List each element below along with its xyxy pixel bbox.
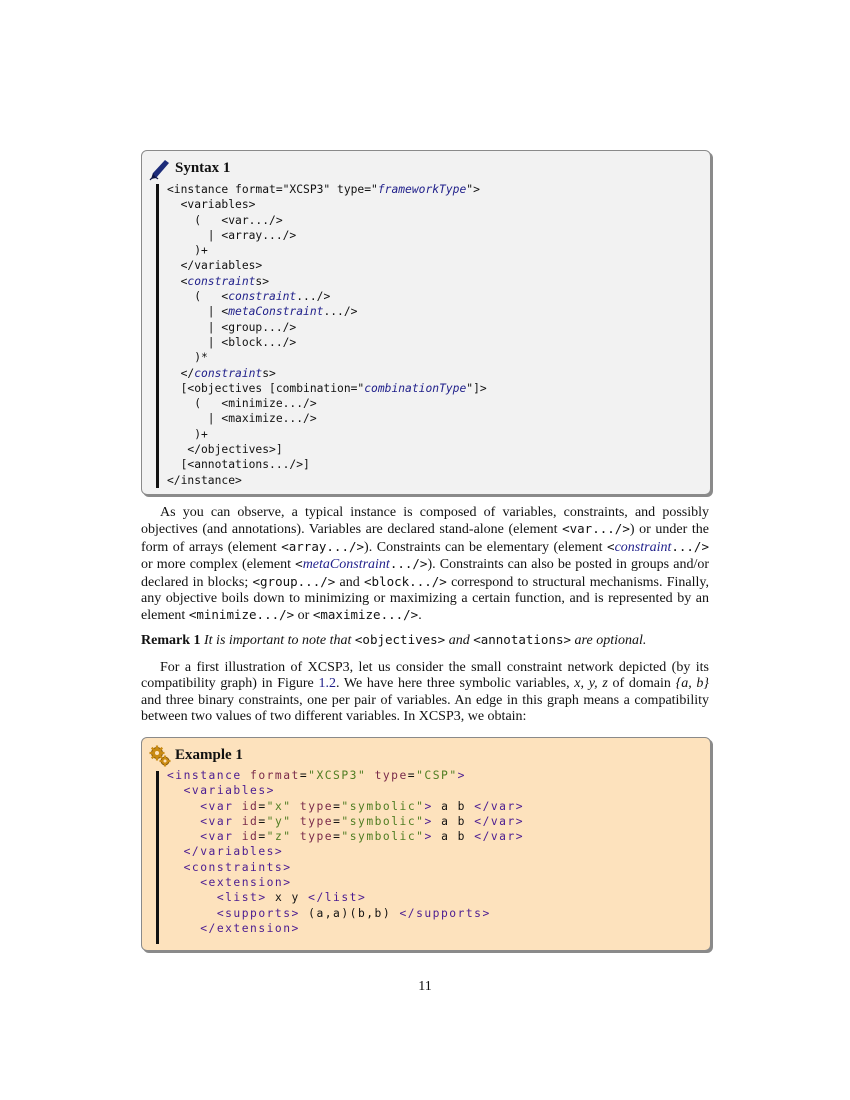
syntax-line: </variables>	[167, 259, 263, 273]
syntax-box	[141, 150, 711, 495]
syntax-line: <instance format="XCSP3" type="frameworkType">	[167, 183, 480, 196]
syntax-code	[167, 182, 487, 488]
syntax-line: </objectives>]	[167, 443, 283, 457]
syntax-line: </constraints>	[167, 366, 276, 380]
syntax-line: | <metaConstraint.../>	[167, 305, 358, 319]
remark-label: Remark 1	[141, 633, 201, 648]
syntax-line: <variables>	[167, 198, 256, 212]
syntax-line: | <block.../>	[167, 335, 297, 349]
constraint-link[interactable]: constraint	[614, 539, 672, 555]
example-box	[141, 737, 711, 951]
syntax-line: )*	[167, 351, 208, 365]
example-code: <instance format="XCSP3" type="CSP"> <variables> <var id="x" type="symbolic"> a b </var> <var id="y" type="symbolic"> a b </var> <var id="z" type="symbolic"> a b </var> </variables> <constraints> <extension> <list> x y </list> <supports> (a,a)(b,b) </supports> </extension>	[167, 769, 525, 935]
syntax-line: [<objectives [combination="combinationType"]>	[167, 381, 487, 395]
syntax-pen-icon	[148, 157, 172, 181]
syntax-line: | <group.../>	[167, 320, 297, 334]
example-left-bar	[156, 771, 159, 944]
remark-1: Remark 1 It is important to note that <objectives> and <annotations> are optional.	[141, 632, 647, 648]
syntax-line: </instance>	[167, 473, 242, 487]
syntax-line: ( <minimize.../>	[167, 397, 317, 411]
page-number: 11	[418, 979, 432, 994]
metaconstraint-link[interactable]: metaConstraint	[302, 557, 390, 573]
syntax-line: ( <var.../>	[167, 213, 283, 227]
syntax-line: ( <constraint.../>	[167, 290, 331, 304]
figure-ref-link[interactable]: 1.2	[318, 676, 336, 692]
syntax-line: | <array.../>	[167, 228, 297, 242]
syntax-line: | <maximize.../>	[167, 412, 317, 426]
paragraph-instance-structure: As you can observe, a typical instance is composed of variables, constraints, and possibly objectives (and annotations). Variables are declared stand-alone (element <var.../>) or under the form of arrays (element <array.../>). Constraints can be elementary (element <constraint.../> or more complex (element <metaConstraint.../>). Constraints can also be posted in groups and/or declared in blocks; <group.../> and <block.../> correspond to structural mechanisms. Finally, any objective boils down to minimizing or maximizing a certain function, and is represented by an element <minimize.../> or <maximize.../>.	[141, 505, 709, 624]
syntax-line: [<annotations.../>]	[167, 458, 310, 472]
syntax-left-bar	[156, 184, 159, 488]
syntax-line: )+	[167, 427, 208, 441]
syntax-line: <constraints>	[167, 274, 270, 288]
gears-icon	[148, 744, 172, 768]
syntax-line: )+	[167, 244, 208, 258]
paragraph-first-illustration: For a first illustration of XCSP3, let us consider the small constraint network depicted (by its compatibility graph) in Figure 1.2. We have here three symbolic variables, x, y, z of domain {a, b} and three binary constraints, one per pair of variables. An edge in this graph means a compatibility between two values of two different variables. In XCSP3, we obtain:	[141, 660, 709, 725]
example-title: Example 1	[175, 747, 243, 763]
syntax-title: Syntax 1	[175, 160, 231, 176]
